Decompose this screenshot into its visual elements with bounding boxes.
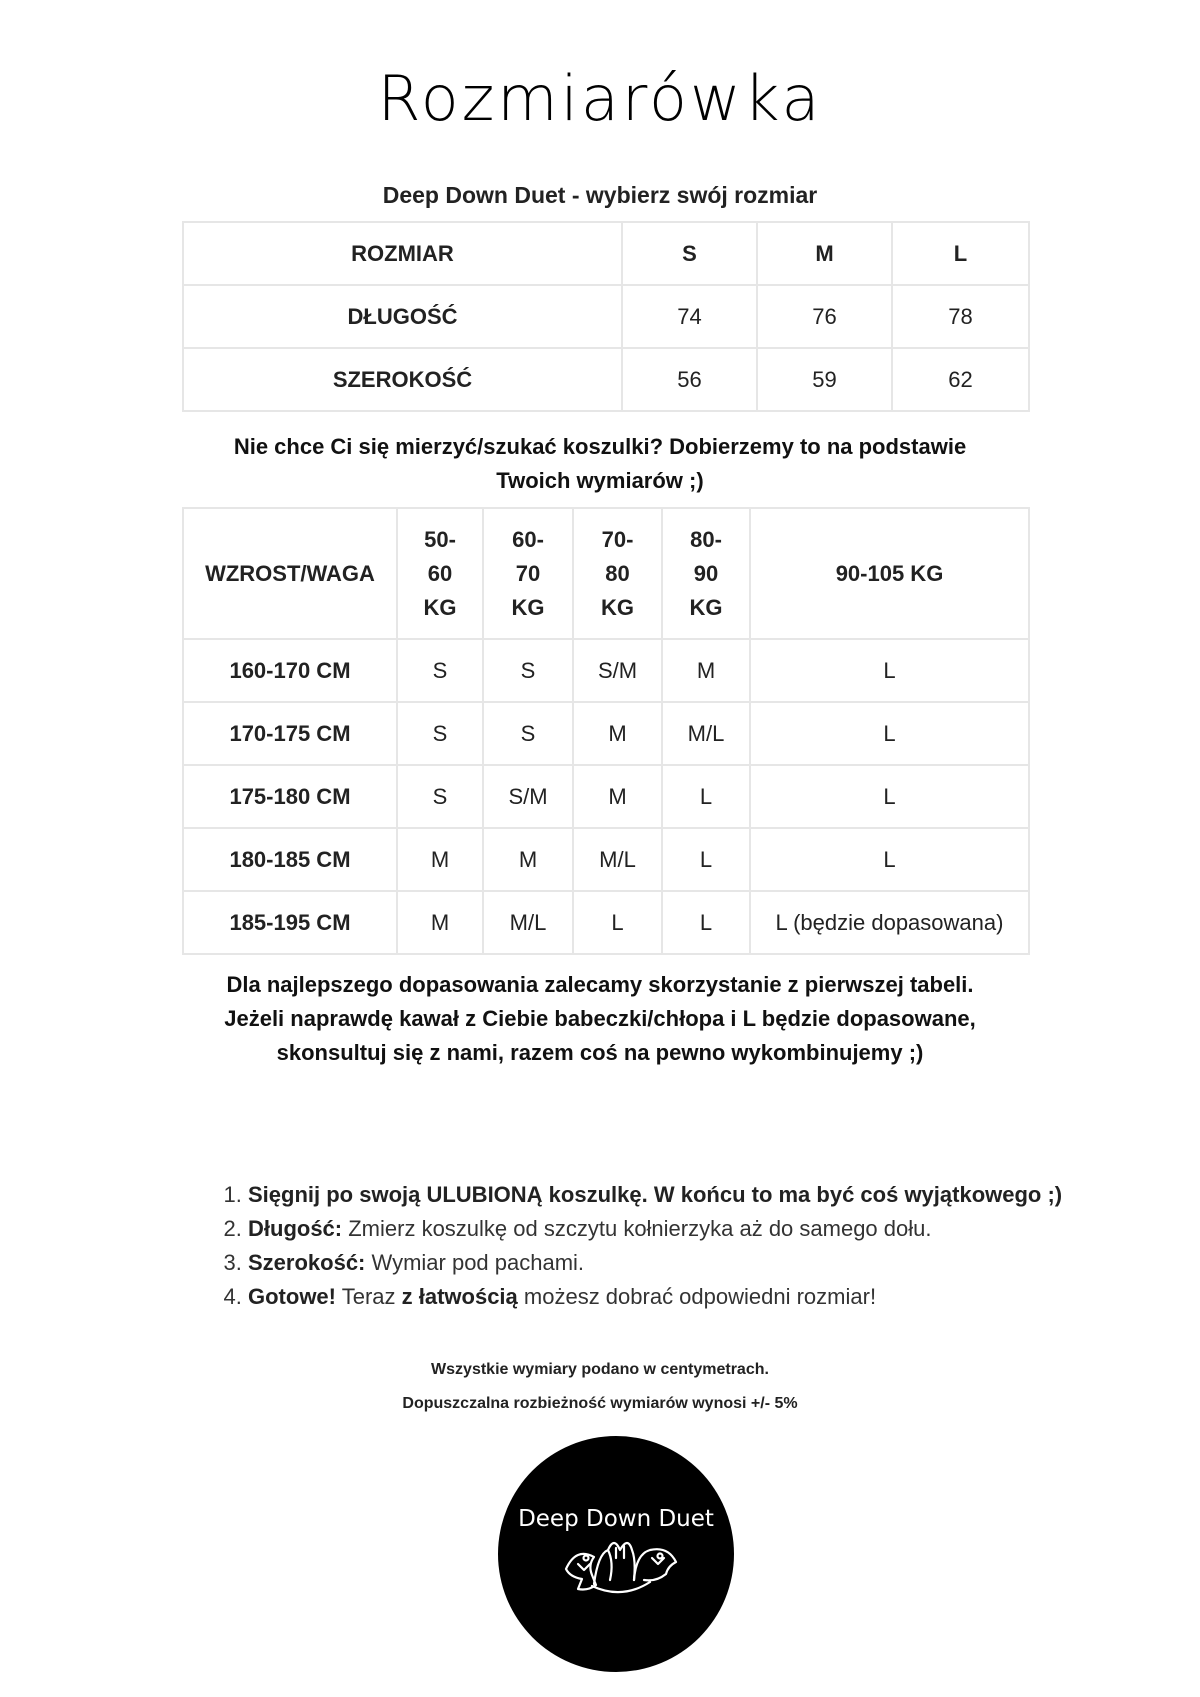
table-row	[183, 702, 1029, 765]
page-title: Rozmiarówka	[377, 62, 823, 135]
measurement-steps	[216, 1178, 1088, 1314]
fit-note	[0, 430, 1200, 498]
table-cell: 74	[622, 285, 757, 348]
step-bold: Długość:	[248, 1216, 343, 1241]
header-cell: L	[892, 222, 1029, 285]
height-label: 180-185 CM	[183, 828, 397, 891]
table-row	[183, 285, 1029, 348]
table-cell: M	[662, 639, 750, 702]
step-bold: Gotowe!	[248, 1284, 336, 1309]
table-cell: 62	[892, 348, 1029, 411]
weight-line: KG	[601, 594, 634, 620]
weight-header	[483, 508, 573, 639]
weight-header	[397, 508, 483, 639]
recommendation-line: Jeżeli naprawdę kawał z Ciebie babeczki/chłopa i L będzie dopasowane,	[224, 1006, 976, 1031]
height-label: 170-175 CM	[183, 702, 397, 765]
fit-table-header-row	[183, 508, 1029, 639]
step-item	[248, 1178, 1088, 1212]
table-cell: S/M	[573, 639, 662, 702]
brand-logo	[496, 1434, 736, 1674]
table-cell: M	[573, 765, 662, 828]
table-cell: L	[750, 702, 1029, 765]
weight-header: 90-105 KG	[750, 508, 1029, 639]
table-row	[183, 765, 1029, 828]
recommendation-line: skonsultuj się z nami, razem coś na pewno wykombinujemy ;)	[276, 1040, 924, 1065]
table-cell: S	[397, 702, 483, 765]
step-bold: Sięgnij po swoją ULUBIONĄ koszulkę. W końcu to ma być coś wyjątkowego ;)	[248, 1182, 1063, 1207]
weight-line: 80-	[690, 526, 722, 552]
weight-header	[662, 508, 750, 639]
step-bold: z łatwością	[401, 1284, 518, 1309]
table-cell: M	[397, 828, 483, 891]
units-note: Wszystkie wymiary podano w centymetrach.	[431, 1361, 769, 1378]
logo-text: Deep Down Duet	[518, 1506, 714, 1532]
step-item	[248, 1280, 1088, 1314]
height-label: 160-170 CM	[183, 639, 397, 702]
table-cell: M/L	[573, 828, 662, 891]
monster-doodle-icon	[496, 1434, 736, 1674]
table-cell: L	[750, 828, 1029, 891]
header-cell: M	[757, 222, 892, 285]
table-cell: L	[573, 891, 662, 954]
table-row	[183, 891, 1029, 954]
weight-line: 90	[693, 560, 719, 586]
table-cell: M	[573, 702, 662, 765]
table-row	[183, 639, 1029, 702]
step-text: Zmierz koszulkę od szczytu kołnierzyka aż do samego dołu.	[342, 1216, 932, 1241]
weight-header	[573, 508, 662, 639]
recommendation-line: Dla najlepszego dopasowania zalecamy skorzystanie z pierwszej tabeli.	[226, 972, 974, 997]
table-cell: L	[750, 765, 1029, 828]
weight-line: 70	[515, 560, 541, 586]
table-cell: 56	[622, 348, 757, 411]
table-cell: 76	[757, 285, 892, 348]
row-label: DŁUGOŚĆ	[183, 285, 622, 348]
weight-line: 50-	[424, 526, 456, 552]
height-label: 185-195 CM	[183, 891, 397, 954]
step-item	[248, 1212, 1088, 1246]
row-label: SZEROKOŚĆ	[183, 348, 622, 411]
weight-line: KG	[511, 594, 545, 620]
step-text: Teraz	[336, 1284, 402, 1309]
weight-line: 70-	[601, 526, 634, 552]
tolerance-note: Dopuszczalna rozbieżność wymiarów wynosi +/- 5%	[402, 1395, 798, 1412]
size-table	[182, 221, 1030, 412]
fit-table	[182, 507, 1030, 955]
step-text: Wymiar pod pachami.	[365, 1250, 585, 1275]
size-table-header-row	[183, 222, 1029, 285]
weight-line: 60	[427, 560, 453, 586]
table-cell: L	[662, 828, 750, 891]
weight-line: 60-	[512, 526, 544, 552]
table-cell: S	[397, 765, 483, 828]
step-item	[248, 1246, 1088, 1280]
recommendation-note	[0, 968, 1200, 1070]
table-cell: M/L	[662, 702, 750, 765]
table-cell: L	[662, 765, 750, 828]
table-cell: 59	[757, 348, 892, 411]
step-bold: Szerokość:	[248, 1250, 366, 1275]
weight-line: 80	[605, 560, 630, 586]
header-cell: ROZMIAR	[183, 222, 622, 285]
table-cell: M	[483, 828, 573, 891]
weight-line: KG	[423, 594, 457, 620]
table-cell: L	[750, 639, 1029, 702]
table-cell: S	[397, 639, 483, 702]
corner-cell: WZROST/WAGA	[183, 508, 397, 639]
height-label: 175-180 CM	[183, 765, 397, 828]
table-cell: S	[483, 639, 573, 702]
size-table-title: Deep Down Duet - wybierz swój rozmiar	[382, 182, 818, 208]
step-text: możesz dobrać odpowiedni rozmiar!	[517, 1284, 877, 1309]
table-cell: S	[483, 702, 573, 765]
fit-note-line: Twoich wymiarów ;)	[496, 468, 704, 493]
fit-note-line: Nie chce Ci się mierzyć/szukać koszulki? Dobierzemy to na podstawie	[233, 434, 967, 459]
table-cell: L (będzie dopasowana)	[750, 891, 1029, 954]
table-cell: M/L	[483, 891, 573, 954]
table-row	[183, 348, 1029, 411]
weight-line: KG	[689, 594, 723, 620]
table-cell: 78	[892, 285, 1029, 348]
table-cell: L	[662, 891, 750, 954]
table-cell: S/M	[483, 765, 573, 828]
header-cell: S	[622, 222, 757, 285]
table-row	[183, 828, 1029, 891]
table-cell: M	[397, 891, 483, 954]
